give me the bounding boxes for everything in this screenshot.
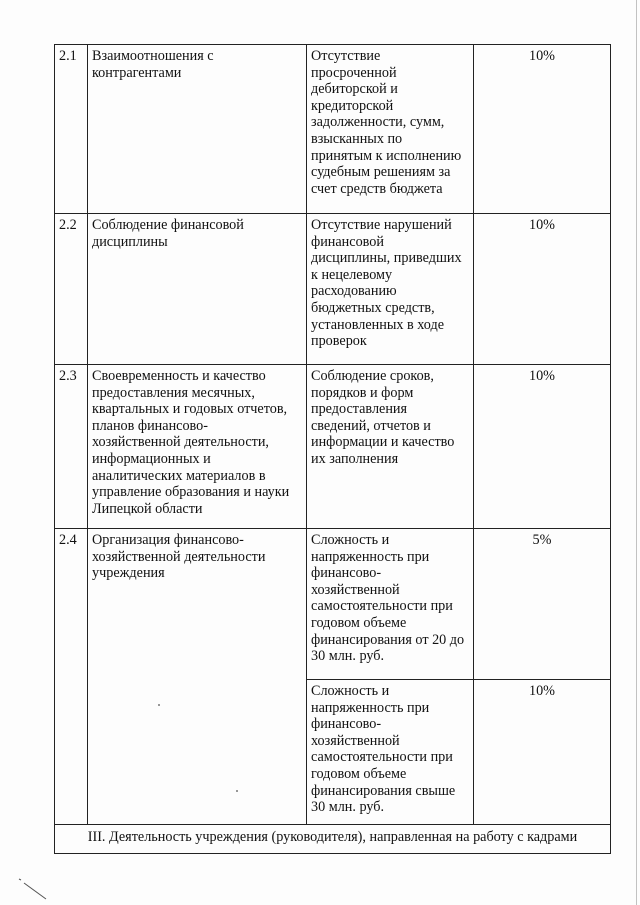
indicator-condition: Сложность и напряженность при финансово- хозяйственной самостоятельности при годовом объеме финансирования свыше 30 млн. руб.	[307, 680, 474, 825]
indicator-percent: 5%	[474, 529, 611, 680]
indicator-percent: 10%	[474, 45, 611, 214]
indicator-percent: 10%	[474, 680, 611, 825]
indicator-condition: Отсутствие нарушений финансовой дисциплины, приведших к нецелевому расходованию бюджетных средств, установленных в ходе проверок	[307, 214, 474, 365]
scan-speck	[236, 790, 238, 792]
indicator-condition: Соблюдение сроков, порядков и форм предоставления сведений, отчетов и информации и качество их заполнения	[307, 365, 474, 529]
row-number: 2.4	[55, 529, 88, 825]
table-row	[55, 45, 611, 214]
row-number: 2.2	[55, 214, 88, 365]
criteria-table	[54, 44, 611, 854]
indicator-name: Своевременность и качество предоставления месячных, квартальных и годовых отчетов, планов финансово- хозяйственной деятельности, информационных и аналитических материалов в управление образования и науки Липецкой области	[88, 365, 307, 529]
section-heading-row	[55, 825, 611, 854]
indicator-condition: Сложность и напряженность при финансово- хозяйственной самостоятельности при годовом объеме финансирования от 20 до 30 млн. руб.	[307, 529, 474, 680]
indicator-condition: Отсутствие просроченной дебиторской и кредиторской задолженности, сумм, взысканных по принятым к исполнению судебным решениям за счет средств бюджета	[307, 45, 474, 214]
table-row	[55, 529, 611, 680]
indicator-percent: 10%	[474, 365, 611, 529]
section-heading: III. Деятельность учреждения (руководителя), направленная на работу с кадрами	[55, 825, 611, 854]
row-number: 2.3	[55, 365, 88, 529]
row-number: 2.1	[55, 45, 88, 214]
indicator-name: Соблюдение финансовой дисциплины	[88, 214, 307, 365]
table-row	[55, 365, 611, 529]
page-edge-line	[636, 0, 637, 905]
table-row	[55, 214, 611, 365]
indicator-percent: 10%	[474, 214, 611, 365]
scan-speck	[158, 704, 160, 706]
scan-mark	[18, 877, 48, 901]
indicator-name: Взаимоотношения с контрагентами	[88, 45, 307, 214]
indicator-name: Организация финансово- хозяйственной деятельности учреждения	[88, 529, 307, 825]
